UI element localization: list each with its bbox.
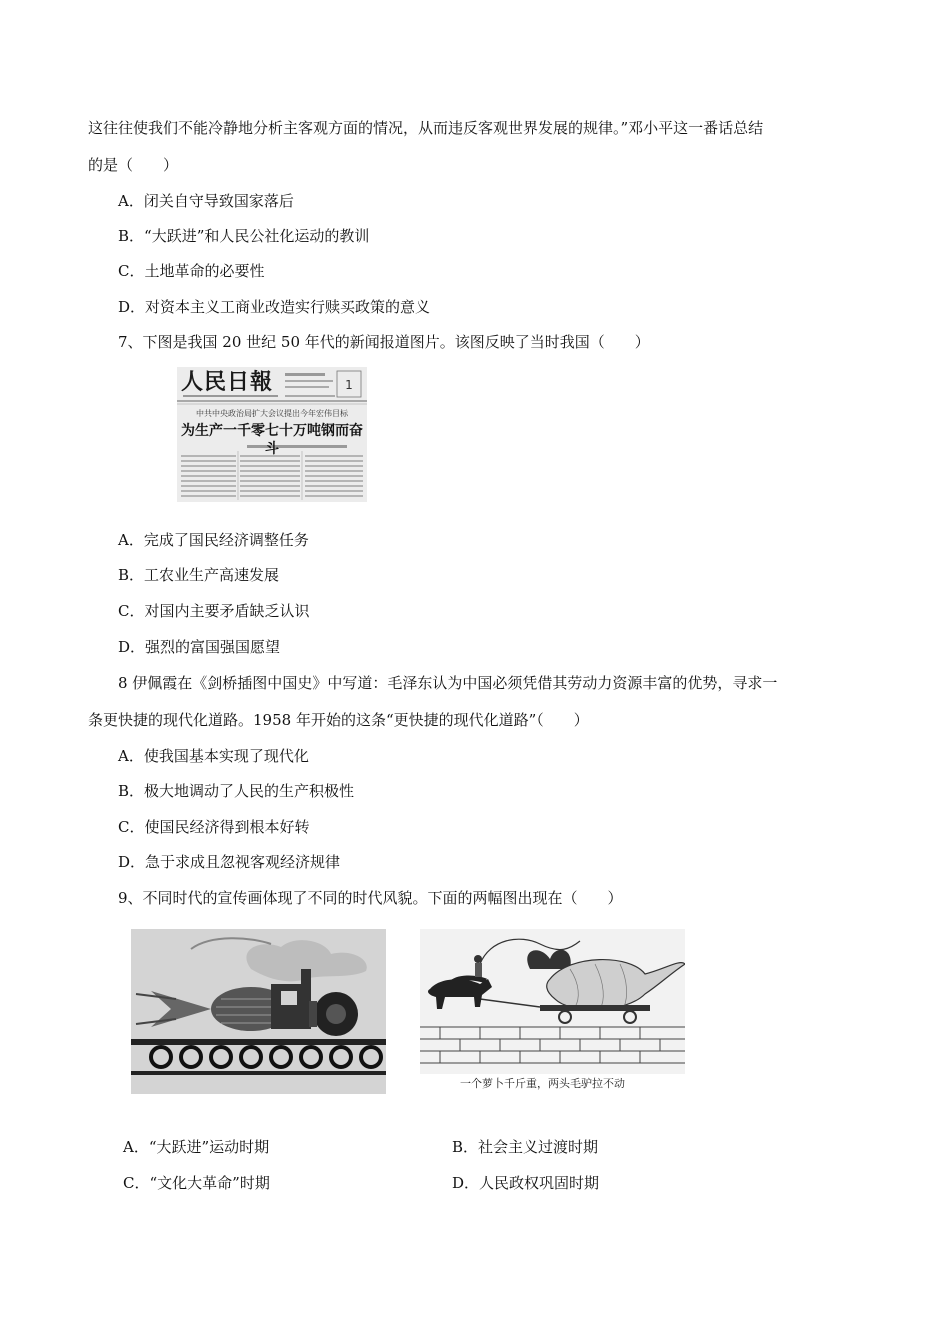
q6-text-line-2: 的是（ ）	[88, 156, 179, 174]
q6-option-c: C．土地革命的必要性	[118, 262, 265, 280]
q8-option-c: C．使国民经济得到根本好转	[118, 818, 310, 836]
q8-option-b: B．极大地调动了人民的生产积极性	[118, 782, 355, 800]
q8-text-line-2: 条更快捷的现代化道路。1958 年开始的这条“更快捷的现代化道路”（ ）	[88, 711, 589, 729]
newspaper-masthead: 人民日報	[181, 369, 274, 395]
q6-option-b: B．“大跃进”和人民公社化运动的教训	[118, 227, 370, 245]
radish-illustration	[420, 929, 685, 1074]
q7-option-c: C．对国内主要矛盾缺乏认识	[118, 602, 310, 620]
newspaper-image	[177, 367, 367, 502]
q9-stem: 9、不同时代的宣传画体现了不同的时代风貌。下面的两幅图出现在（ ）	[118, 889, 623, 907]
propaganda-radish-image	[420, 929, 685, 1074]
train-illustration	[131, 929, 386, 1094]
radish-image-caption: 一个萝卜千斤重，两头毛驴拉不动	[460, 1077, 625, 1090]
q8-text-line-1: 8 伊佩霞在《剑桥插图中国史》中写道：毛泽东认为中国必须凭借其劳动力资源丰富的优势，寻求一	[118, 674, 778, 692]
newspaper-headline: 为生产一千零七十万吨钢而奋斗	[181, 423, 363, 457]
q7-option-a: A．完成了国民经济调整任务	[118, 531, 309, 549]
q7-stem: 7、下图是我国 20 世纪 50 年代的新闻报道图片。该图反映了当时我国（ ）	[118, 333, 650, 351]
q6-text-line-1: 这往往使我们不能冷静地分析主客观方面的情况，从而违反客观世界发展的规律。”邓小平这一番话总结	[88, 119, 764, 137]
svg-text:1: 1	[345, 378, 353, 392]
q7-option-b: B．工农业生产高速发展	[118, 566, 280, 584]
q8-option-a: A．使我国基本实现了现代化	[118, 747, 309, 765]
q8-option-d: D．急于求成且忽视客观经济规律	[118, 853, 341, 871]
q9-option-b: B．社会主义过渡时期	[452, 1138, 599, 1156]
q6-option-a: A．闭关自守导致国家落后	[118, 192, 294, 210]
q9-option-c: C．“文化大革命”时期	[123, 1174, 270, 1192]
q7-option-d: D．强烈的富国强国愿望	[118, 638, 281, 656]
q6-option-d: D．对资本主义工商业改造实行赎买政策的意义	[118, 298, 431, 316]
q9-option-a: A．“大跃进”运动时期	[123, 1138, 270, 1156]
newspaper-subhead: 中共中央政治局扩大会议提出今年宏伟目标	[196, 409, 348, 418]
propaganda-train-image	[131, 929, 386, 1094]
q9-option-d: D．人民政权巩固时期	[452, 1174, 600, 1192]
